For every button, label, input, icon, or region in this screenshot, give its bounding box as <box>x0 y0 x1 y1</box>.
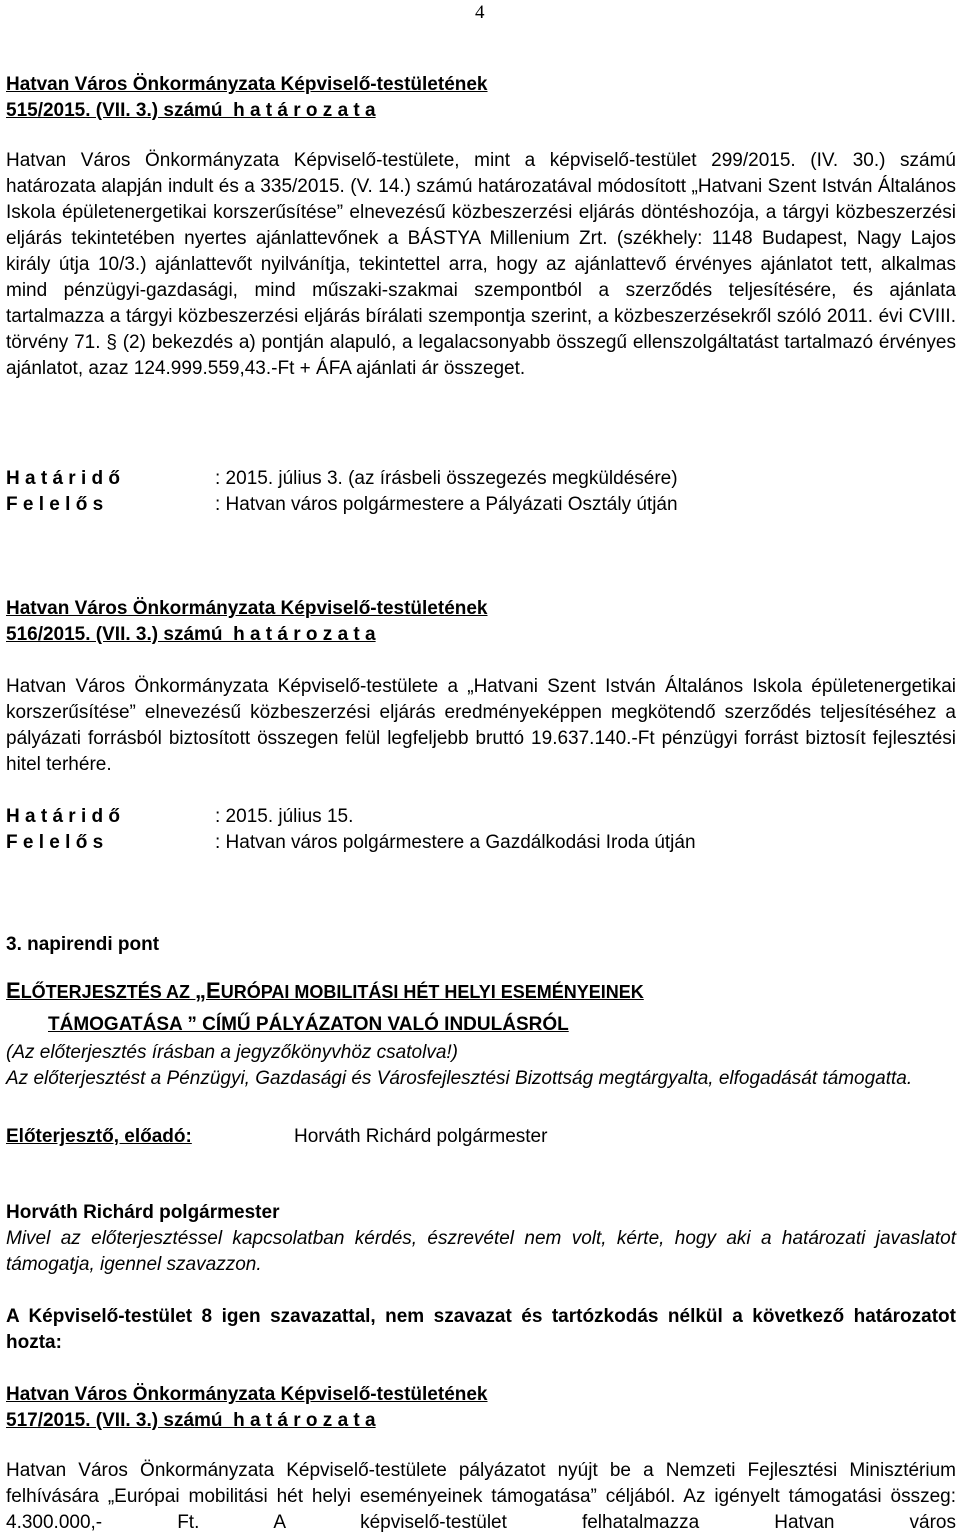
resolution-517-number: 517/2015. (VII. 3.) számú h a t á r o z a t a <box>6 1410 376 1431</box>
resolution-516-heading: Hatvan Város Önkormányzata Képviselő-testületének <box>6 598 488 619</box>
proposal-title-line1: ELŐTERJESZTÉS AZ „EURÓPAI MOBILITÁSI HÉT HELYI ESEMÉNYEINEK <box>6 978 644 1003</box>
presenter-row <box>6 1124 956 1150</box>
responsible-value: : Hatvan város polgármestere a Pályázati Osztály útján <box>215 494 678 515</box>
agenda-item-title: 3. napirendi pont <box>6 934 160 955</box>
resolution-517-body: Hatvan Város Önkormányzata Képviselő-testülete pályázatot nyújt be a Nemzeti Fejlesztési Minisztérium felhívására „Európai mobilitási hét helyi eseményeinek támogatása” céljából. Az igényelt támogatási összeg: 4.300.000,- Ft. A képviselő-testület felhatalmazza Hatvan város <box>6 1460 956 1533</box>
presenter-label: Előterjesztő, előadó: <box>6 1126 192 1147</box>
resolution-515-responsible <box>6 492 956 518</box>
page-number: 4 <box>475 2 485 23</box>
speaker-statement: Mivel az előterjesztéssel kapcsolatban kérdés, észrevétel nem volt, kérte, hogy aki a határozati javaslatot támogatja, igennel szavazzon. <box>6 1228 956 1275</box>
resolution-515-number: 515/2015. (VII. 3.) számú h a t á r o z a t a <box>6 100 376 121</box>
proposal-title-line2: TÁMOGATÁSA ” CÍMŰ PÁLYÁZATON VALÓ INDULÁSRÓL <box>48 1014 569 1035</box>
speaker-name: Horváth Richárd polgármester <box>6 1202 280 1223</box>
resolution-515-body: Hatvan Város Önkormányzata Képviselő-testülete, mint a képviselő-testület 299/2015. (IV. 30.) számú határozata alapján indult és a 335/2015. (V. 14.) számú határozatával módosított „Hatvani Szent István Általános Iskola épületenergetikai korszerűsítése” elnevezésű közbeszerzési eljárás döntéshozója, a tárgyi közbeszerzési eljárás tekintetében nyertes ajánlattevőnek a BÁSTYA Millenium Zrt. (székhely: 1148 Budapest, Nagy Lajos király útja 10/3.) ajánlattevőt nyilvánítja, tekintettel arra, hogy az ajánlattevő érvényes ajánlatot tett, alkalmas mind pénzügyi-gazdasági, mind műszaki-szakmai szempontból a szerződés teljesítésére, és ajánlata tartalmazza a tárgyi közbeszerzési eljárás bírálati szempontja szerint, a közbeszerzésekről szóló 2011. évi CVIII. törvény 71. § (2) bekezdés a) pontján alapuló, a legalacsonyabb összegű ellenszolgáltatást tartalmazó érvényes ajánlatot, azaz 124.999.559,43.-Ft + ÁFA ajánlati ár összeget. <box>6 150 956 379</box>
deadline-label: H a t á r i d ő <box>6 806 121 827</box>
deadline-label: H a t á r i d ő <box>6 468 121 489</box>
presenter-value: Horváth Richárd polgármester <box>294 1126 548 1147</box>
responsible-label: F e l e l ő s <box>6 494 104 515</box>
responsible-value: : Hatvan város polgármestere a Gazdálkodási Iroda útján <box>215 832 696 853</box>
resolution-516-number: 516/2015. (VII. 3.) számú h a t á r o z a t a <box>6 624 376 645</box>
resolution-516-body: Hatvan Város Önkormányzata Képviselő-testülete a „Hatvani Szent István Általános Iskola épületenergetikai korszerűsítése” elnevezésű közbeszerzési eljárás eredményeképpen megkötendő szerződés teljesítéséhez a pályázati forrásból biztosított összegen felül legfeljebb bruttó 19.637.140.-Ft pénzügyi forrást biztosít fejlesztési hitel terhére. <box>6 676 956 775</box>
committee-statement: Az előterjesztést a Pénzügyi, Gazdasági és Városfejlesztési Bizottság megtárgyalta, elfogadását támogatta. <box>6 1068 913 1089</box>
resolution-515-heading: Hatvan Város Önkormányzata Képviselő-testületének <box>6 74 488 95</box>
proposal-note: (Az előterjesztés írásban a jegyzőkönyvhöz csatolva!) <box>6 1042 458 1063</box>
resolution-516-deadline <box>6 804 956 830</box>
deadline-value: : 2015. július 3. (az írásbeli összegezés megküldésére) <box>215 468 678 489</box>
resolution-515-deadline <box>6 466 956 492</box>
responsible-label: F e l e l ő s <box>6 832 104 853</box>
resolution-516-responsible <box>6 830 956 856</box>
resolution-517-heading: Hatvan Város Önkormányzata Képviselő-testületének <box>6 1384 488 1405</box>
vote-result: A Képviselő-testület 8 igen szavazattal, nem szavazat és tartózkodás nélkül a következő határozatot hozta: <box>6 1306 956 1353</box>
deadline-value: : 2015. július 15. <box>215 806 354 827</box>
